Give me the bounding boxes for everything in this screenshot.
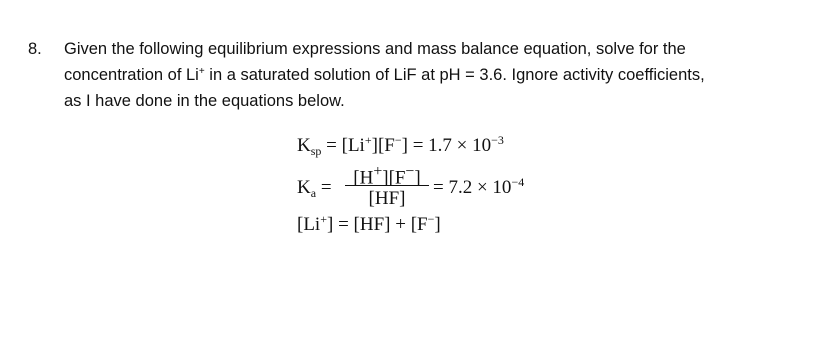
ka-label: $K_a$ = <box>297 177 332 200</box>
question-line-2: concentration of Li+ in a saturated solution of LiF at pH = 3.6. Ignore activity coefficients, <box>64 66 705 84</box>
question-line-3: as I have done in the equations below. <box>64 92 345 110</box>
ka-value: = $7.2 \times 10^{-4}$ <box>433 175 525 198</box>
ka-fraction <box>345 159 429 212</box>
ksp-equation: $K_{sp} = [Li^+][F^-] = 1.7 \times 10^{-3}$ <box>297 133 504 158</box>
question-number: 8. <box>28 40 42 58</box>
mass-balance-equation: [Li+] = [HF] + [F−] <box>297 212 441 235</box>
ka-numerator: [H+][F−] <box>353 163 421 189</box>
ka-denominator: [HF] <box>368 188 406 209</box>
question-line-1: Given the following equilibrium expressions and mass balance equation, solve for the <box>64 40 686 58</box>
question-text <box>64 36 804 114</box>
